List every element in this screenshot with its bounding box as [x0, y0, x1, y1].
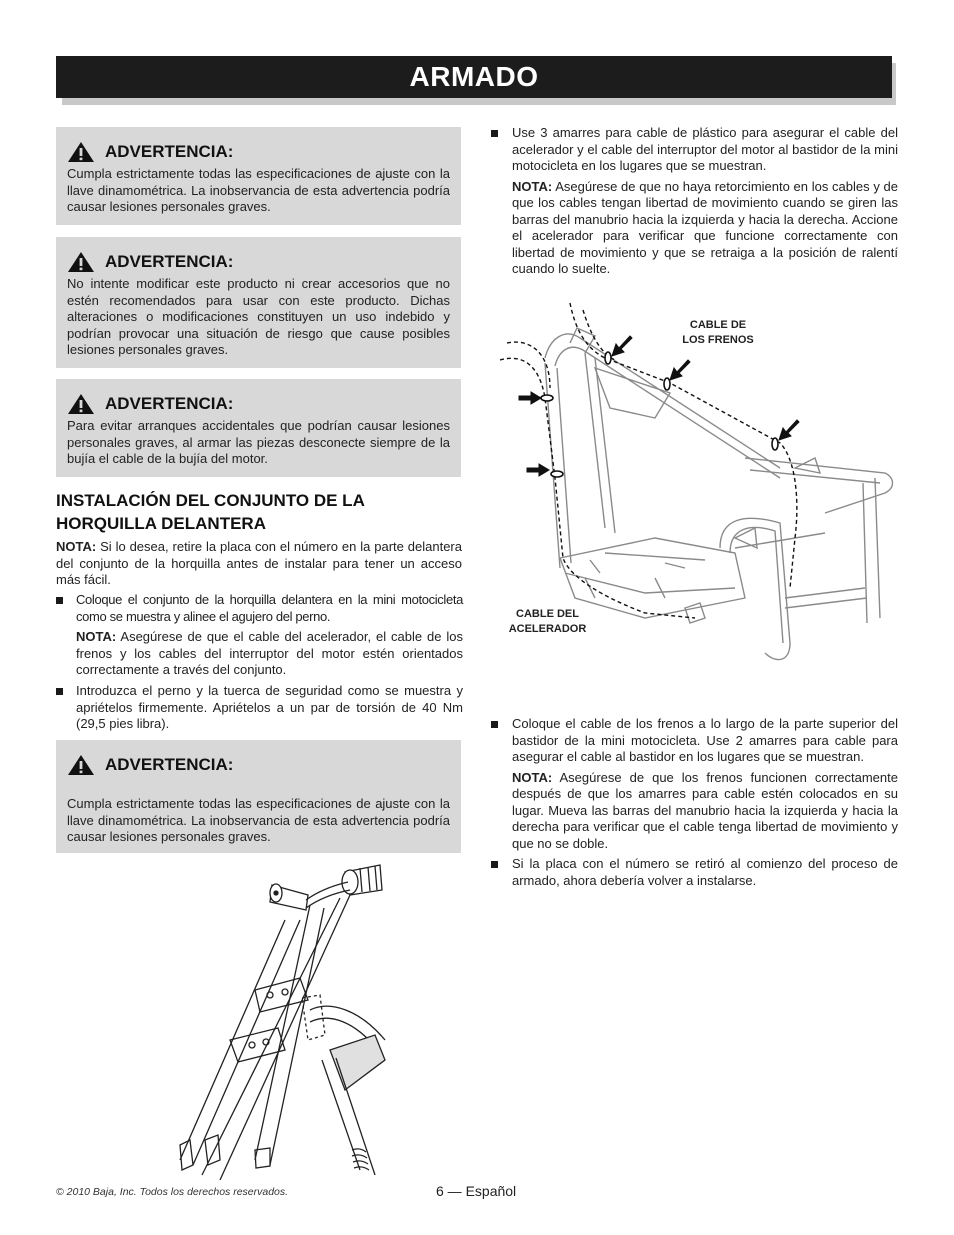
- bullet-text: Coloque el conjunto de la horquilla delantera en la mini motocicleta como se muestra y alinee el agujero del perno.: [76, 592, 463, 624]
- warning-triangle-icon: [67, 141, 95, 163]
- bullet-item-place-fork: [76, 592, 463, 679]
- warning-text: Cumpla estrictamente todas las especificaciones de ajuste con la llave dinamométrica. La inobservancia de esta advertencia podría causar lesiones personales graves.: [67, 166, 450, 214]
- bullet-item-brake-cable: [512, 716, 898, 852]
- title-bar: [56, 56, 892, 98]
- arrow-icon: [779, 420, 799, 440]
- warning-box-torque-2: [56, 740, 461, 853]
- section-title: INSTALACIÓN DEL CONJUNTO DE LA HORQUILLA DELANTERA: [56, 491, 365, 533]
- warning-text: Para evitar arranques accidentales que podrían causar lesiones personales graves, al armar las piezas desconecte siempre de la bujía el cable de la bujía del motor.: [67, 418, 450, 466]
- bullet-text: Introduzca el perno y la tuerca de seguridad como se muestra y apriételos firmemente. Apriételos a un par de torsión de 40 Nm (29,5 pies libra).: [76, 683, 463, 731]
- bullet-item-cable-ties: [512, 125, 898, 278]
- front-fork-illustration: [160, 860, 390, 1180]
- arrow-icon: [670, 360, 690, 380]
- note-text: Si lo desea, retire la placa con el número en la parte delantera del conjunto de la horquilla antes de instalar para tener un acceso más fácil.: [56, 539, 462, 587]
- warning-title: ADVERTENCIA:: [105, 252, 234, 271]
- note-text: Asegúrese de que el cable del acelerador, el cable de los frenos y los cables del interruptor del motor estén orientados correctamente a través del conjunto.: [76, 629, 463, 677]
- note-label: NOTA:: [512, 178, 553, 194]
- callout-line: CABLE DEL: [516, 608, 579, 620]
- callout-line: CABLE DE: [689, 319, 747, 331]
- note-label: NOTA:: [512, 769, 553, 785]
- bullet-note: [76, 629, 463, 679]
- bullet-text: Use 3 amarres para cable de plástico para asegurar el cable del acelerador y el cable del interruptor del motor al bastidor de la mini motocicleta en los lugares que se muestran.: [512, 125, 898, 173]
- callout-throttle-cable: [500, 607, 595, 637]
- warning-text: No intente modificar este producto ni crear accesorios que no estén recomendados para usar con este producto. Dichas alteraciones o modificaciones constituyen un uso indebido y podrían provocar una situación de riesgo que cause posibles lesiones personales graves.: [67, 276, 450, 357]
- arrow-icon: [519, 392, 541, 404]
- warning-triangle-icon: [67, 754, 95, 776]
- bullet-square-icon: [491, 861, 498, 868]
- warning-title: ADVERTENCIA:: [105, 394, 234, 413]
- bullet-note: [512, 770, 898, 853]
- bullet-square-icon: [56, 688, 63, 695]
- bullet-text: Si la placa con el número se retiró al comienzo del proceso de armado, ahora debería volver a instalarse.: [512, 856, 898, 888]
- bullet-square-icon: [491, 721, 498, 728]
- warning-triangle-icon: [67, 251, 95, 273]
- warning-box-spark-plug: [56, 379, 461, 477]
- warning-text: Cumpla estrictamente todas las especificaciones de ajuste con la llave dinamométrica. La inobservancia de esta advertencia podría causar lesiones personales graves.: [67, 796, 450, 844]
- footer-page-number: 6 — Español: [436, 1183, 517, 1199]
- bullet-square-icon: [56, 597, 63, 604]
- warning-title: ADVERTENCIA:: [105, 142, 234, 161]
- arrow-icon: [612, 336, 632, 356]
- note-text: Asegúrese de que no haya retorcimiento en los cables y de que los cables tengan libertad de movimiento cuando se giren las barras del manubrio hacia la izquierda y hacia la derecha. Accione el acelerador para verificar que funcione correctamente con libertad de movimiento y que se retraiga a la posición de ralentí cuando lo suelte.: [512, 178, 898, 276]
- bullet-note: [512, 179, 898, 278]
- warning-box-modification: [56, 237, 461, 368]
- section-note: [56, 539, 462, 589]
- callout-brake-cable: [672, 318, 764, 348]
- bullet-item-number-plate: [512, 856, 898, 889]
- callout-line: ACELERADOR: [508, 623, 587, 635]
- note-text: Asegúrese de que los frenos funcionen correctamente después de que los amarres para cable estén colocados en su lugar. Mueva las barras del manubrio hacia la izquierda y hacia la derecha para verificar que el cable tenga libertad de movimiento y que no se doble.: [512, 769, 898, 851]
- warning-title: ADVERTENCIA:: [105, 755, 234, 774]
- footer-copyright: © 2010 Baja, Inc. Todos los derechos reservados.: [56, 1186, 289, 1198]
- warning-triangle-icon: [67, 393, 95, 415]
- note-label: NOTA:: [76, 629, 117, 644]
- page-title: ARMADO: [409, 61, 539, 92]
- note-label: NOTA:: [56, 539, 97, 554]
- bullet-item-insert-bolt: [76, 683, 463, 733]
- callout-line: LOS FRENOS: [682, 334, 754, 346]
- arrow-icon: [527, 464, 549, 476]
- bullet-text: Coloque el cable de los frenos a lo largo de la parte superior del bastidor de la mini motocicleta. Use 2 amarres para cable para asegurar el cable al bastidor en los lugares que se muestran.: [512, 716, 898, 764]
- warning-box-torque: [56, 127, 461, 225]
- bullet-square-icon: [491, 130, 498, 137]
